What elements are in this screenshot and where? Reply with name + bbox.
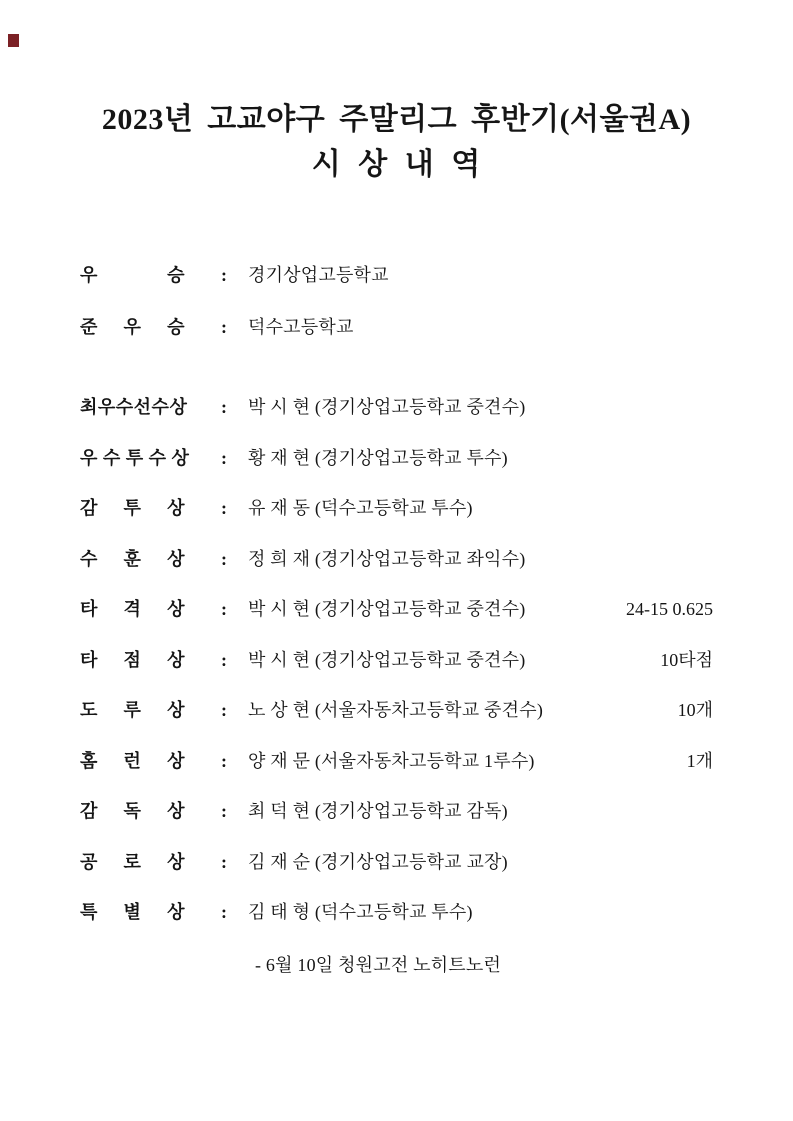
award-row [80, 798, 713, 824]
award-value: 김 재 순 (경기상업고등학교 교장) [248, 851, 508, 872]
colon-separator: : [221, 851, 227, 872]
award-label: 우 수 투 수 상 [80, 447, 190, 468]
award-row [80, 596, 713, 622]
award-row [80, 394, 713, 420]
result-label: 준 우 승 [80, 317, 185, 337]
corner-stamp-mark [8, 34, 19, 47]
document-content [80, 262, 713, 978]
award-label: 타 격 상 [80, 599, 185, 619]
colon-separator: : [221, 265, 227, 285]
award-label: 감 독 상 [80, 801, 185, 821]
colon-separator: : [221, 801, 227, 821]
colon-separator: : [221, 447, 227, 468]
award-value: 황 재 현 (경기상업고등학교 투수) [248, 447, 508, 468]
colon-separator: : [221, 649, 227, 670]
award-label: 타 점 상 [80, 649, 185, 670]
colon-separator: : [221, 750, 227, 771]
award-row [80, 445, 713, 471]
colon-separator: : [221, 498, 227, 518]
award-value: 정 희 재 (경기상업고등학교 좌익수) [248, 548, 526, 569]
award-stat: 1개 [686, 750, 713, 771]
document-title: 2023년 고교야구 주말리그 후반기(서울권A) [101, 103, 692, 136]
award-label: 도 루 상 [80, 700, 185, 720]
award-label: 홈 런 상 [80, 750, 185, 771]
special-award-note: - 6월 10일 청원고전 노히트노런 [255, 955, 502, 975]
award-value: 최 덕 현 (경기상업고등학교 감독) [248, 801, 508, 821]
colon-separator: : [221, 902, 227, 922]
award-value: 유 재 동 (덕수고등학교 투수) [248, 498, 473, 518]
award-row [80, 495, 713, 521]
award-label: 수 훈 상 [80, 548, 185, 569]
award-label: 최우수선수상 [80, 397, 188, 417]
award-value: 박 시 현 (경기상업고등학교 중견수) [248, 397, 526, 417]
award-label: 감 투 상 [80, 498, 185, 518]
award-stat: 10개 [677, 700, 713, 720]
award-value: 김 태 형 (덕수고등학교 투수) [248, 902, 473, 922]
award-row [80, 899, 713, 925]
colon-separator: : [221, 317, 227, 337]
award-row [80, 647, 713, 673]
results-section [80, 262, 713, 340]
colon-separator: : [221, 548, 227, 569]
result-label: 우 승 [80, 265, 185, 285]
colon-separator: : [221, 700, 227, 720]
document-subtitle: 시 상 내 역 [311, 148, 482, 181]
award-stat: 24-15 0.625 [626, 599, 713, 619]
award-row [80, 546, 713, 572]
award-value: 박 시 현 (경기상업고등학교 중견수) [248, 649, 526, 670]
awards-section [80, 394, 713, 978]
award-row [80, 748, 713, 774]
award-row [80, 697, 713, 723]
award-label: 공 로 상 [80, 851, 185, 872]
award-value: 박 시 현 (경기상업고등학교 중견수) [248, 599, 526, 619]
award-value: 노 상 현 (서울자동차고등학교 중견수) [248, 700, 544, 720]
result-value: 덕수고등학교 [248, 317, 354, 337]
award-stat: 10타점 [660, 649, 713, 670]
colon-separator: : [221, 599, 227, 619]
colon-separator: : [221, 397, 227, 417]
award-value: 양 재 문 (서울자동차고등학교 1루수) [248, 750, 535, 771]
result-row [80, 262, 713, 288]
result-value: 경기상업고등학교 [248, 265, 389, 285]
award-label: 특 별 상 [80, 902, 185, 922]
result-row [80, 314, 713, 340]
award-row [80, 849, 713, 875]
